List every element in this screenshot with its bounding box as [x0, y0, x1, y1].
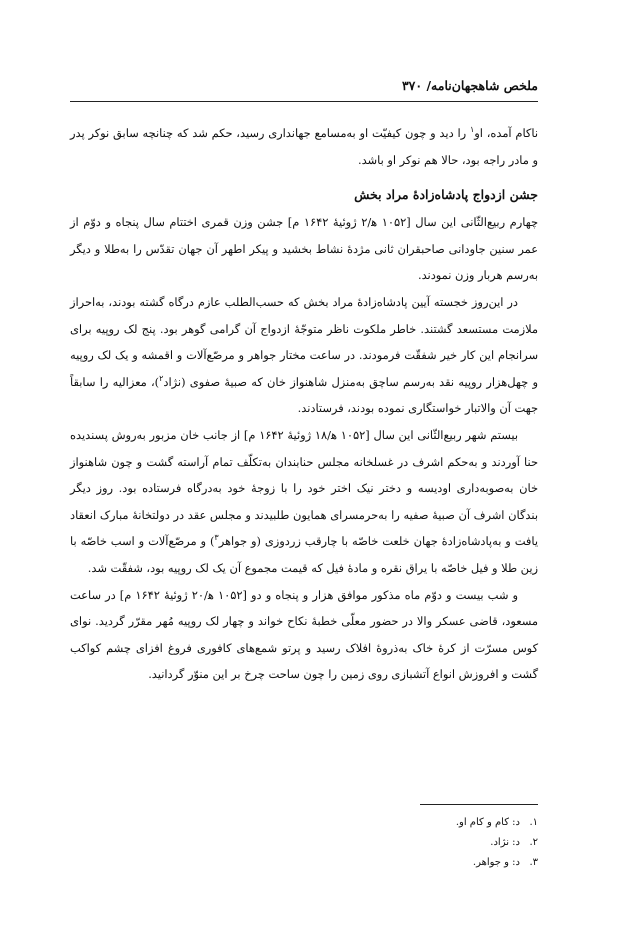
- footnote: ۱.د: کام و کام او.: [455, 817, 538, 828]
- footnote-ref-3: ۳: [214, 533, 219, 543]
- running-header: ملخص شاهجهان‌نامه/ ۳۷۰: [401, 78, 538, 93]
- footnote: ۲.د: نژاد.: [490, 837, 538, 848]
- paragraph-1: ناکام آمده، او$^۱$ را دید و چون کیفیّت او به‌مسامع جهانداری رسید، حکم شد که چنانچه سابق نوکر پدر و مادر راجه بود، حالا هم نوکر او باشد.: [70, 125, 538, 167]
- footnote-ref-1: ۱: [469, 125, 475, 135]
- footnotes: [300, 813, 538, 873]
- paragraph-5: و شب بیست و دوّم ماه مذکور موافق هزار و پنجاه و دو [۱۰۵۲ ه‍/۲۰ ژوئیهٔ ۱۶۴۲ م] در ساعت مسعود، قاضی عسکر والا در حضور معلّی خطبهٔ نکاح خواند و چهار لک روپیه مُهر مقرّر گردید. نوای کوس مسرّت از کرۀ خاک به‌ذروۀ افلاک رسید و پرتو شمع‌های کافوری فروغ افزای چشم کواکب گشت و افروزش انواع آتشبازی روی زمین را چون ساحت چرخ بر این منوّر گردانید.: [70, 587, 538, 682]
- footnote: ۳.د: و جواهر.: [472, 857, 538, 868]
- paragraph-4: بیستم شهر ربیع‌الثّانی این سال [۱۰۵۲ ه‍/۱۸ ژوئیهٔ ۱۶۴۲ م] از جانب خان مزبور به‌روش پسندیده حنا آوردند و به‌حکم اشرف در غسلخانه مجلس حنابندان به‌تکلّف تمام آراسته گشت و چون شاهنواز خان به‌صوبه‌داری اودیسه و دختر نیک اختر خود را با زوجهٔ خود به‌درگاه فرستاده بود. روز دیگر بندگان اشرف آن صبیهٔ صفیه را به‌حرمسرای همایون طلبیدند و مجلس عقد در دولتخانهٔ مبارک انعقاد یافت و به‌پادشاه‌زادۀ جهان خلعت خاصّه با چارقب زردوزی (و جواهر$^۳$) و مرصّع‌آلات و اسب خاصّه با زین طلا و فیل خاصّه با یراق نقره و مادهٔ فیل که قیمت مجموع آن یک لک روپیه بود، شفقّت شد.: [70, 427, 538, 575]
- main-text: [70, 120, 538, 688]
- footnote-ref-2: ۲: [159, 373, 164, 383]
- paragraph-2: چهارم ربیع‌الثّانی این سال [۱۰۵۲ ه‍/۲ ژوئیهٔ ۱۶۴۲ م] جشن وزن قمری اختتام سال پنجاه و دوّم از عمر سنین جاودانی صاحبقران ثانی مژدۀ نشاط بخشید و پیکر اطهر آن جهان تقدّس را به‌طلا و دیگر به‌رسم هربار وزن نمودند.: [70, 215, 538, 283]
- footnote-rule: [420, 804, 538, 805]
- header-rule: [70, 101, 538, 102]
- section-heading: جشن ازدواج پادشاه‌زادۀ مراد بخش: [354, 187, 538, 203]
- paragraph-3: در این‌روز خجسته آیین پادشاه‌زادۀ مراد بخش که حسب‌الطلب عازم درگاه گشته بودند، به‌احراز ملازمت مستسعد گشتند. خاطر ملکوت ناظر متوجّهٔ ازدواج آن گرامی گوهر بود. پنج لک روپیه برای سرانجام این کار خیر شفقّت فرمودند. در ساعت مختار جواهر و مرصّع‌آلات و اقمشه و یک لک روپیه و چهل‌هزار روپیه نقد به‌رسم ساچق به‌منزل شاهنواز خان که صبیهٔ صفوی (نژاد$^۲$)، معزالیه را سابقاً جهت آن والاتبار خواستگاری نموده بودند، فرستادند.: [70, 294, 538, 416]
